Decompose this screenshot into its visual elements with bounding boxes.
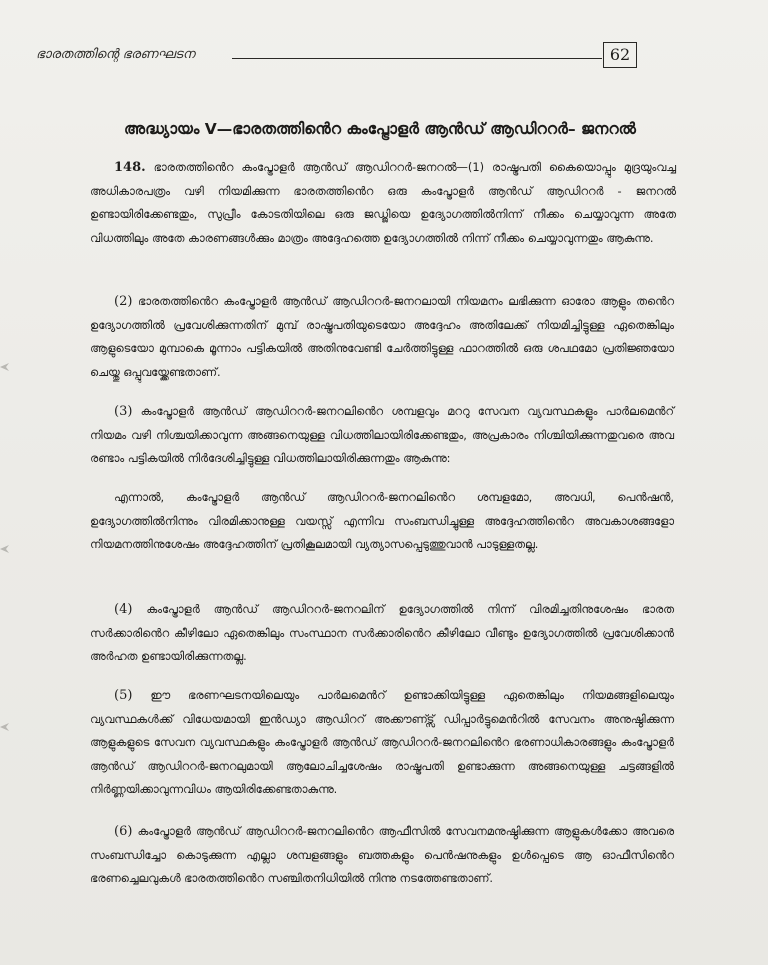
header-rule (232, 58, 602, 59)
paragraph-text: എന്നാൽ, കംപ്ട്രോളർ ആൻഡ് ആഡിററർ-ജനറലിൻെറ ശമ്പളമോ, അവധി, പെൻഷൻ, ഉദ്യോഗത്തിൽനിന്നും വിരമിക്കാനുള്ള വയസ്സ് എന്നിവ സംബന്ധിച്ചുള്ള അദ്ദേഹത്തിൻെറ അവകാശങ്ങളോ നിയമനത്തിനുശേഷം അദ്ദേഹത്തിന് പ്രതികൂലമായി വ്യത്യാസപ്പെടുത്തുവാൻ പാടുള്ളതല്ല. (90, 490, 674, 552)
paragraph-text: ഭാരതത്തിൻെറ കംപ്ട്രോളർ ആൻഡ് ആഡിററർ-ജനറൽ—(1) രാഷ്ട്രപതി കൈയൊപ്പും മുദ്രയുംവച്ച അധികാരപത്രം വഴി നിയമിക്കുന്ന ഭാരതത്തിൻെറ ഒരു കംപ്ട്രോളർ ആൻഡ് ആഡിററർ - ജനറൽ ഉണ്ടായിരിക്കേണ്ടതും, സുപ്രീം കോടതിയിലെ ഒരു ജഡ്ജിയെ ഉദ്യോഗത്തിൽനിന്ന് നീക്കം ചെയ്യാവുന്ന അതേ വിധത്തിലും അതേ കാരണങ്ങൾക്കും മാത്രം അദ്ദേഹത്തെ ഉദ്യോഗത്തിൽ നിന്ന് നീക്കം ചെയ്യാവുന്നതും ആകുന്നു. (90, 160, 676, 245)
article-number: 148. (114, 160, 146, 175)
paragraph-text: കംപ്ട്രോളർ ആൻഡ് ആഡിററർ-ജനറലിൻെറ ശമ്പളവും മററു സേവന വ്യവസ്ഥകളും പാർലമെൻറ് നിയമം വഴി നിശ്ചയിക്കാവുന്ന അങ്ങനെയുള്ള വിധത്തിലായിരിക്കേണ്ടതും, അപ്രകാരം നിശ്ചിയിക്കുന്നതുവരെ അവ രണ്ടാം പട്ടികയിൽ നിർദേശിച്ചിട്ടുള്ള വിധത്തിലായിരിക്കുന്നതും ആകുന്നു: (90, 404, 674, 466)
clause-2 (90, 290, 674, 384)
clause-number: (5) (114, 688, 133, 703)
clause-4 (90, 598, 674, 669)
clause-3 (90, 400, 674, 471)
paragraph-text: ഭാരതത്തിൻെറ കംപ്ട്രോളർ ആൻഡ് ആഡിററർ-ജനറലായി നിയമനം ലഭിക്കുന്ന ഓരോ ആളും തൻെറ ഉദ്യോഗത്തിൽ പ്രവേശിക്കുന്നതിന് മുമ്പ് രാഷ്ട്രപതിയുടെയോ അദ്ദേഹം അതിലേക്ക് നിയമിച്ചിട്ടുള്ള ഏതെങ്കിലും ആളുടെയോ മുമ്പാകെ മൂന്നാം പട്ടികയിൽ അതിനുവേണ്ടി ചേർത്തിട്ടുള്ള ഫാറത്തിൽ ഒരു ശപഥമോ പ്രതിജ്ഞയോ ചെയ്തു ഒപ്പുവയ്ക്കേണ്ടതാണ്. (90, 294, 674, 379)
clause-number: (3) (114, 404, 133, 419)
paragraph-text: കംപ്ട്രോളർ ആൻഡ് ആഡിററർ-ജനറലിന് ഉദ്യോഗത്തിൽ നിന്ന് വിരമിച്ചതിനുശേഷം ഭാരത സർക്കാരിൻെറ കീഴിലോ ഏതെങ്കിലും സംസ്ഥാന സർക്കാരിൻെറ കീഴിലോ വീണ്ടും ഉദ്യോഗത്തിൽ പ്രവേശിക്കാൻ അർഹത ഉണ്ടായിരിക്കുന്നതല്ല. (90, 602, 674, 664)
binding-mark (0, 542, 10, 556)
clause-number: (4) (114, 602, 133, 617)
article-148-clause-1 (90, 156, 676, 250)
clause-3-proviso (90, 486, 674, 557)
binding-mark (0, 720, 10, 734)
chapter-title: അദ്ധ്യായം V—ഭാരതത്തിൻെറ കംപ്ട്രോളർ ആൻഡ് ആഡിററർ– ജനറൽ (124, 120, 636, 138)
clause-6 (90, 820, 674, 891)
binding-mark (0, 360, 10, 374)
clause-number: (6) (114, 824, 133, 839)
page-number: 62 (603, 42, 637, 68)
clause-number: (2) (114, 294, 133, 309)
paragraph-text: കംപ്ട്രോളർ ആൻഡ് ആഡിററർ-ജനറലിൻെറ ആഫീസിൽ സേവനമനുഷ്ഠിക്കുന്ന ആളുകൾക്കോ അവരെ സംബന്ധിച്ചോ കൊടുക്കുന്ന എല്ലാ ശമ്പളങ്ങളും ബത്തകളും പെൻഷനുകളും ഉൾപ്പെടെ ആ ഓഫീസിൻെറ ഭരണച്ചെലവുകൾ ഭാരതത്തിൻെറ സഞ്ചിതനിധിയിൽ നിന്നു നടത്തേണ്ടതാണ്. (90, 824, 674, 886)
paragraph-text: ഈ ഭരണഘടനയിലെയും പാർലമെൻറ് ഉണ്ടാക്കിയിട്ടുള്ള ഏതെങ്കിലും നിയമങ്ങളിലെയും വ്യവസ്ഥകൾക്ക് വിധേയമായി ഇൻഡ്യാ ആഡിററ് അക്കൗണ്ട്സ് ഡിപ്പാർട്ടുമെൻറിൽ സേവനം അനുഷ്ഠിക്കുന്ന ആളുകളുടെ സേവന വ്യവസ്ഥകളും കംപ്ട്രോളർ ആൻഡ് ആഡിററർ-ജനറലിൻെറ ഭരണാധികാരങ്ങളും കംപ്ട്രോളർ ആൻഡ് ആഡിററർ-ജനറലുമായി ആലോചിച്ചശേഷം രാഷ്ട്രപതി ഉണ്ടാക്കുന്ന അങ്ങനെയുള്ള ചട്ടങ്ങളിൽ നിർണ്ണയിക്കാവുന്നവിധം ആയിരിക്കേണ്ടതാകുന്നു. (90, 688, 674, 797)
clause-5 (90, 684, 674, 802)
running-header-title: ഭാരതത്തിന്റെ ഭരണഘടന (36, 47, 195, 62)
